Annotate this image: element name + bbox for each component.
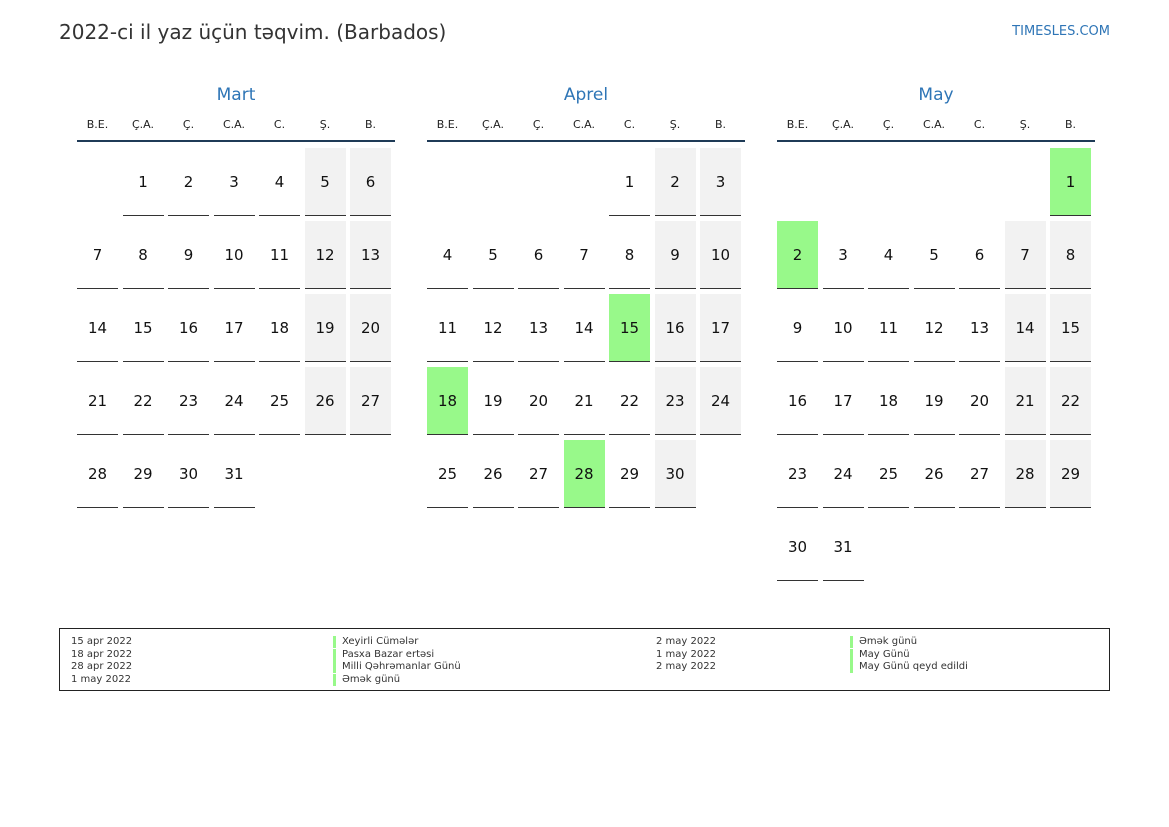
holiday-day-cell: 28 <box>564 440 605 508</box>
day-cell: 5 <box>305 148 346 216</box>
site-link[interactable]: TIMESLES.COM <box>1012 24 1110 39</box>
day-cell: 11 <box>259 221 300 289</box>
weekday-label: B.E. <box>436 118 459 131</box>
day-cell: 8 <box>609 221 650 289</box>
day-cell: 1 <box>123 148 164 216</box>
day-cell: 27 <box>518 440 559 508</box>
weekday-label: B.E. <box>786 118 809 131</box>
day-cell: 21 <box>564 367 605 435</box>
day-grid <box>427 142 745 602</box>
day-cell: 4 <box>868 221 909 289</box>
day-cell: 23 <box>777 440 818 508</box>
weekday-label: B. <box>1064 118 1077 131</box>
legend-date: 18 apr 2022 <box>71 648 133 660</box>
day-cell: 14 <box>564 294 605 362</box>
day-cell: 1 <box>609 148 650 216</box>
day-cell: 28 <box>77 440 118 508</box>
day-cell: 29 <box>609 440 650 508</box>
legend-date: 1 may 2022 <box>71 673 131 685</box>
day-cell: 9 <box>168 221 209 289</box>
day-cell: 26 <box>473 440 514 508</box>
day-cell: 12 <box>914 294 955 362</box>
legend-holiday-name: Pasxa Bazar ertəsi <box>333 649 434 661</box>
day-cell: 6 <box>518 221 559 289</box>
day-cell: 25 <box>868 440 909 508</box>
day-cell: 19 <box>305 294 346 362</box>
day-cell: 12 <box>473 294 514 362</box>
day-cell: 21 <box>1005 367 1046 435</box>
day-cell: 22 <box>1050 367 1091 435</box>
legend-date: 1 may 2022 <box>656 648 716 660</box>
day-cell: 6 <box>959 221 1000 289</box>
day-cell: 7 <box>77 221 118 289</box>
legend-holiday-name: Milli Qəhrəmanlar Günü <box>333 661 461 673</box>
day-cell: 29 <box>1050 440 1091 508</box>
day-cell: 24 <box>214 367 255 435</box>
day-cell: 31 <box>214 440 255 508</box>
holiday-day-cell: 15 <box>609 294 650 362</box>
month-mart <box>77 84 395 602</box>
day-cell: 17 <box>700 294 741 362</box>
weekday-header <box>777 110 1095 142</box>
legend-date: 2 may 2022 <box>656 636 716 647</box>
legend-date: 2 may 2022 <box>656 661 716 672</box>
holiday-day-cell: 18 <box>427 367 468 435</box>
day-cell: 22 <box>609 367 650 435</box>
day-cell: 22 <box>123 367 164 435</box>
day-cell: 10 <box>700 221 741 289</box>
day-cell: 13 <box>350 221 391 289</box>
month-aprel <box>427 84 745 602</box>
day-cell: 30 <box>777 513 818 581</box>
legend-holiday-name: May Günü qeyd edildi <box>850 661 968 673</box>
day-cell: 27 <box>350 367 391 435</box>
day-cell: 5 <box>914 221 955 289</box>
weekday-label: Ş. <box>669 118 681 131</box>
day-cell: 5 <box>473 221 514 289</box>
holiday-legend <box>59 628 1110 691</box>
day-cell: 16 <box>655 294 696 362</box>
day-cell: 20 <box>959 367 1000 435</box>
day-cell: 9 <box>777 294 818 362</box>
day-grid <box>77 142 395 602</box>
weekday-header <box>77 110 395 142</box>
day-cell: 9 <box>655 221 696 289</box>
day-cell: 11 <box>868 294 909 362</box>
day-cell: 23 <box>655 367 696 435</box>
legend-date: 15 apr 2022 <box>71 636 133 647</box>
page-title: 2022-ci il yaz üçün təqvim. (Barbados) <box>59 20 447 44</box>
day-cell: 26 <box>305 367 346 435</box>
day-cell: 20 <box>350 294 391 362</box>
day-cell: 17 <box>214 294 255 362</box>
day-cell: 18 <box>868 367 909 435</box>
day-cell: 7 <box>1005 221 1046 289</box>
day-cell: 25 <box>259 367 300 435</box>
day-cell: 19 <box>914 367 955 435</box>
day-cell: 31 <box>823 513 864 581</box>
weekday-label: Ç.A. <box>481 118 504 131</box>
day-cell: 10 <box>214 221 255 289</box>
day-cell: 2 <box>168 148 209 216</box>
day-cell: 28 <box>1005 440 1046 508</box>
legend-date: 28 apr 2022 <box>71 661 133 672</box>
weekday-label: B. <box>714 118 727 131</box>
weekday-label: C. <box>273 118 286 131</box>
day-cell: 17 <box>823 367 864 435</box>
weekday-label: C. <box>973 118 986 131</box>
day-cell: 23 <box>168 367 209 435</box>
day-cell: 15 <box>123 294 164 362</box>
day-cell: 10 <box>823 294 864 362</box>
day-cell: 3 <box>823 221 864 289</box>
day-cell: 26 <box>914 440 955 508</box>
day-cell: 14 <box>1005 294 1046 362</box>
day-cell: 7 <box>564 221 605 289</box>
day-cell: 27 <box>959 440 1000 508</box>
day-cell: 3 <box>700 148 741 216</box>
weekday-label: C.A. <box>222 118 245 131</box>
day-cell: 20 <box>518 367 559 435</box>
weekday-label: B. <box>364 118 377 131</box>
weekday-label: C. <box>623 118 636 131</box>
day-cell: 4 <box>259 148 300 216</box>
day-cell: 16 <box>168 294 209 362</box>
day-cell: 24 <box>700 367 741 435</box>
weekday-label: Ç.A. <box>131 118 154 131</box>
month-name: Aprel <box>563 85 609 105</box>
holiday-day-cell: 2 <box>777 221 818 289</box>
month-name: Mart <box>216 85 256 105</box>
day-cell: 13 <box>518 294 559 362</box>
day-cell: 8 <box>1050 221 1091 289</box>
day-cell: 8 <box>123 221 164 289</box>
weekday-label: Ç. <box>182 118 195 131</box>
legend-holiday-name: Xeyirli Cümələr <box>333 636 418 648</box>
day-cell: 30 <box>655 440 696 508</box>
legend-holiday-name: May Günü <box>850 649 910 661</box>
day-cell: 16 <box>777 367 818 435</box>
weekday-label: C.A. <box>922 118 945 131</box>
weekday-label: Ç. <box>532 118 545 131</box>
day-cell: 30 <box>168 440 209 508</box>
day-cell: 12 <box>305 221 346 289</box>
day-cell: 6 <box>350 148 391 216</box>
day-cell: 25 <box>427 440 468 508</box>
holiday-day-cell: 1 <box>1050 148 1091 216</box>
day-cell: 15 <box>1050 294 1091 362</box>
day-cell: 4 <box>427 221 468 289</box>
legend-holiday-name: Əmək günü <box>333 674 400 686</box>
day-cell: 2 <box>655 148 696 216</box>
day-cell: 21 <box>77 367 118 435</box>
weekday-label: Ş. <box>1019 118 1031 131</box>
weekday-label: Ç.A. <box>831 118 854 131</box>
month-name: May <box>918 85 954 105</box>
day-cell: 14 <box>77 294 118 362</box>
day-cell: 24 <box>823 440 864 508</box>
day-cell: 29 <box>123 440 164 508</box>
day-cell: 3 <box>214 148 255 216</box>
day-cell: 19 <box>473 367 514 435</box>
weekday-header <box>427 110 745 142</box>
day-grid <box>777 142 1095 602</box>
weekday-label: B.E. <box>86 118 109 131</box>
weekday-label: C.A. <box>572 118 595 131</box>
legend-holiday-name: Əmək günü <box>850 636 917 648</box>
day-cell: 18 <box>259 294 300 362</box>
month-may <box>777 84 1095 602</box>
day-cell: 13 <box>959 294 1000 362</box>
weekday-label: Ç. <box>882 118 895 131</box>
weekday-label: Ş. <box>319 118 331 131</box>
day-cell: 11 <box>427 294 468 362</box>
